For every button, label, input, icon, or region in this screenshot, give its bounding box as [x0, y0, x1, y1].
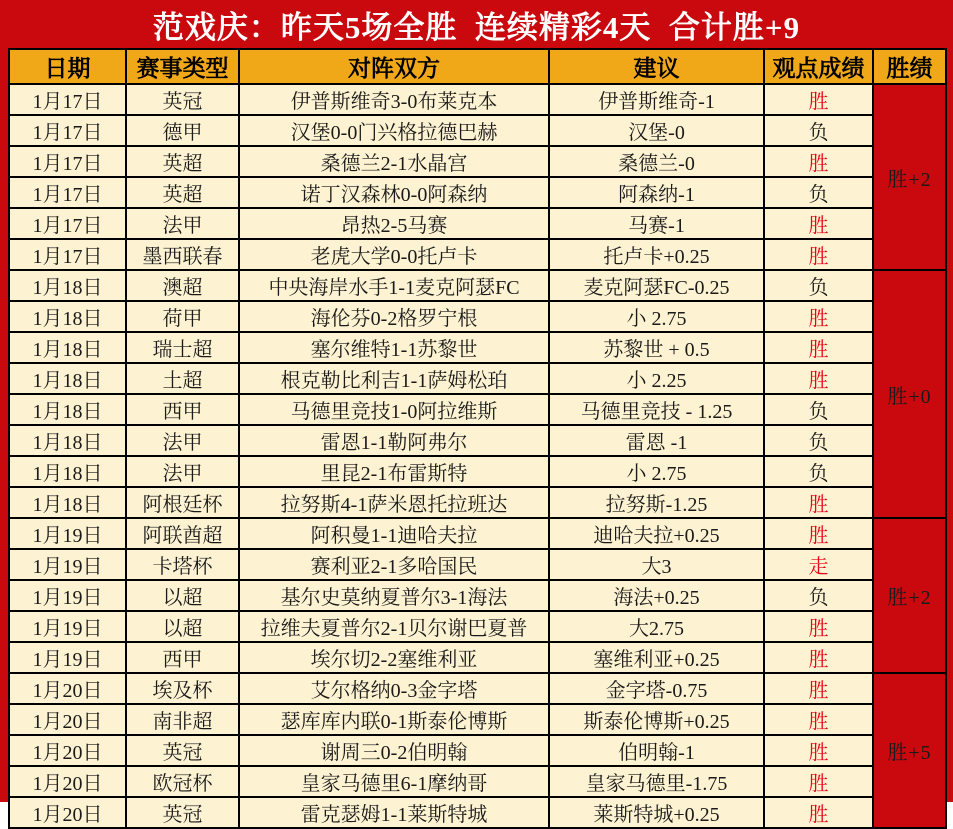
- suggestion-cell: 金字塔-0.75: [549, 673, 764, 704]
- suggestion-cell: 伯明翰-1: [549, 735, 764, 766]
- table-row: [9, 735, 946, 766]
- date-cell: 1月20日: [9, 735, 126, 766]
- match-cell: 谢周三0-2伯明翰: [239, 735, 549, 766]
- result-cell: 负: [764, 115, 873, 146]
- match-cell: 海伦芬0-2格罗宁根: [239, 301, 549, 332]
- streak-cell: 胜+2: [873, 518, 946, 673]
- league-cell: 英超: [126, 177, 239, 208]
- table-row: [9, 84, 946, 115]
- match-cell: 雷克瑟姆1-1莱斯特城: [239, 797, 549, 828]
- league-cell: 阿根廷杯: [126, 487, 239, 518]
- table-row: [9, 146, 946, 177]
- table-row: [9, 611, 946, 642]
- streak-cell: 胜+2: [873, 84, 946, 270]
- suggestion-cell: 皇家马德里-1.75: [549, 766, 764, 797]
- result-cell: 胜: [764, 84, 873, 115]
- date-cell: 1月17日: [9, 177, 126, 208]
- league-cell: 西甲: [126, 642, 239, 673]
- league-cell: 西甲: [126, 394, 239, 425]
- result-cell: 胜: [764, 487, 873, 518]
- match-cell: 阿积曼1-1迪哈夫拉: [239, 518, 549, 549]
- suggestion-cell: 大3: [549, 549, 764, 580]
- suggestion-cell: 汉堡-0: [549, 115, 764, 146]
- result-cell: 胜: [764, 239, 873, 270]
- date-cell: 1月20日: [9, 766, 126, 797]
- result-cell: 胜: [764, 766, 873, 797]
- header-match: 对阵双方: [239, 49, 549, 84]
- table-row: [9, 704, 946, 735]
- suggestion-cell: 马德里竞技 - 1.25: [549, 394, 764, 425]
- date-cell: 1月18日: [9, 394, 126, 425]
- league-cell: 英冠: [126, 735, 239, 766]
- result-cell: 胜: [764, 146, 873, 177]
- result-cell: 负: [764, 425, 873, 456]
- suggestion-cell: 海法+0.25: [549, 580, 764, 611]
- result-cell: 负: [764, 177, 873, 208]
- match-cell: 赛利亚2-1多哈国民: [239, 549, 549, 580]
- match-cell: 塞尔维特1-1苏黎世: [239, 332, 549, 363]
- table-row: [9, 456, 946, 487]
- table-row: [9, 363, 946, 394]
- match-cell: 昂热2-5马赛: [239, 208, 549, 239]
- league-cell: 土超: [126, 363, 239, 394]
- table-row: [9, 487, 946, 518]
- date-cell: 1月18日: [9, 363, 126, 394]
- table-row: [9, 301, 946, 332]
- date-cell: 1月18日: [9, 332, 126, 363]
- streak-cell: 胜+0: [873, 270, 946, 518]
- suggestion-cell: 小 2.25: [549, 363, 764, 394]
- league-cell: 以超: [126, 611, 239, 642]
- league-cell: 阿联酋超: [126, 518, 239, 549]
- match-cell: 基尔史莫纳夏普尔3-1海法: [239, 580, 549, 611]
- table-row: [9, 115, 946, 146]
- league-cell: 卡塔杯: [126, 549, 239, 580]
- date-cell: 1月20日: [9, 704, 126, 735]
- league-cell: 英超: [126, 146, 239, 177]
- league-cell: 英冠: [126, 797, 239, 828]
- date-cell: 1月18日: [9, 456, 126, 487]
- league-cell: 澳超: [126, 270, 239, 301]
- suggestion-cell: 托卢卡+0.25: [549, 239, 764, 270]
- suggestion-cell: 塞维利亚+0.25: [549, 642, 764, 673]
- suggestion-cell: 莱斯特城+0.25: [549, 797, 764, 828]
- date-cell: 1月17日: [9, 115, 126, 146]
- date-cell: 1月18日: [9, 425, 126, 456]
- match-cell: 埃尔切2-2塞维利亚: [239, 642, 549, 673]
- result-cell: 胜: [764, 301, 873, 332]
- result-cell: 胜: [764, 332, 873, 363]
- match-cell: 诺丁汉森林0-0阿森纳: [239, 177, 549, 208]
- table-row: [9, 673, 946, 704]
- match-cell: 瑟库库内联0-1斯泰伦博斯: [239, 704, 549, 735]
- suggestion-cell: 马赛-1: [549, 208, 764, 239]
- suggestion-cell: 苏黎世 + 0.5: [549, 332, 764, 363]
- league-cell: 德甲: [126, 115, 239, 146]
- date-cell: 1月19日: [9, 518, 126, 549]
- date-cell: 1月20日: [9, 673, 126, 704]
- results-table: [8, 48, 947, 829]
- result-cell: 胜: [764, 673, 873, 704]
- suggestion-cell: 麦克阿瑟FC-0.25: [549, 270, 764, 301]
- table-row: [9, 208, 946, 239]
- result-cell: 胜: [764, 642, 873, 673]
- suggestion-cell: 斯泰伦博斯+0.25: [549, 704, 764, 735]
- suggestion-cell: 雷恩 -1: [549, 425, 764, 456]
- table-row: [9, 642, 946, 673]
- table-row: [9, 766, 946, 797]
- league-cell: 南非超: [126, 704, 239, 735]
- header-date: 日期: [9, 49, 126, 84]
- result-cell: 胜: [764, 611, 873, 642]
- match-cell: 拉努斯4-1萨米恩托拉班达: [239, 487, 549, 518]
- banner-title: 范戏庆：昨天5场全胜 连续精彩4天 合计胜+9: [152, 9, 801, 45]
- suggestion-cell: 拉努斯-1.25: [549, 487, 764, 518]
- table-frame: [0, 48, 953, 829]
- match-cell: 皇家马德里6-1摩纳哥: [239, 766, 549, 797]
- match-cell: 伊普斯维奇3-0布莱克本: [239, 84, 549, 115]
- result-cell: 胜: [764, 735, 873, 766]
- result-cell: 负: [764, 270, 873, 301]
- table-row: [9, 425, 946, 456]
- result-cell: 走: [764, 549, 873, 580]
- suggestion-cell: 伊普斯维奇-1: [549, 84, 764, 115]
- result-cell: 胜: [764, 704, 873, 735]
- date-cell: 1月17日: [9, 208, 126, 239]
- match-cell: 里昆2-1布雷斯特: [239, 456, 549, 487]
- result-cell: 负: [764, 394, 873, 425]
- league-cell: 法甲: [126, 208, 239, 239]
- date-cell: 1月18日: [9, 270, 126, 301]
- result-cell: 负: [764, 456, 873, 487]
- date-cell: 1月17日: [9, 84, 126, 115]
- table-row: [9, 270, 946, 301]
- match-cell: 老虎大学0-0托卢卡: [239, 239, 549, 270]
- header-suggestion: 建议: [549, 49, 764, 84]
- match-cell: 中央海岸水手1-1麦克阿瑟FC: [239, 270, 549, 301]
- date-cell: 1月18日: [9, 487, 126, 518]
- suggestion-cell: 桑德兰-0: [549, 146, 764, 177]
- table-row: [9, 797, 946, 828]
- streak-cell: 胜+5: [873, 673, 946, 828]
- table-row: [9, 332, 946, 363]
- league-cell: 瑞士超: [126, 332, 239, 363]
- table-row: [9, 518, 946, 549]
- suggestion-cell: 小 2.75: [549, 301, 764, 332]
- date-cell: 1月19日: [9, 611, 126, 642]
- table-row: [9, 549, 946, 580]
- date-cell: 1月17日: [9, 146, 126, 177]
- result-cell: 负: [764, 580, 873, 611]
- suggestion-cell: 迪哈夫拉+0.25: [549, 518, 764, 549]
- table-row: [9, 394, 946, 425]
- match-cell: 拉维夫夏普尔2-1贝尔谢巴夏普: [239, 611, 549, 642]
- match-cell: 雷恩1-1勒阿弗尔: [239, 425, 549, 456]
- suggestion-cell: 大2.75: [549, 611, 764, 642]
- header-result: 观点成绩: [764, 49, 873, 84]
- date-cell: 1月19日: [9, 580, 126, 611]
- match-cell: 桑德兰2-1水晶宫: [239, 146, 549, 177]
- date-cell: 1月17日: [9, 239, 126, 270]
- date-cell: 1月20日: [9, 797, 126, 828]
- league-cell: 以超: [126, 580, 239, 611]
- suggestion-cell: 小 2.75: [549, 456, 764, 487]
- header-row: [9, 49, 946, 84]
- league-cell: 荷甲: [126, 301, 239, 332]
- result-cell: 胜: [764, 518, 873, 549]
- league-cell: 墨西联春: [126, 239, 239, 270]
- result-cell: 胜: [764, 208, 873, 239]
- league-cell: 法甲: [126, 425, 239, 456]
- result-cell: 胜: [764, 797, 873, 828]
- header-league: 赛事类型: [126, 49, 239, 84]
- suggestion-cell: 阿森纳-1: [549, 177, 764, 208]
- match-cell: 艾尔格纳0-3金字塔: [239, 673, 549, 704]
- league-cell: 埃及杯: [126, 673, 239, 704]
- date-cell: 1月19日: [9, 549, 126, 580]
- header-streak: 胜绩: [873, 49, 946, 84]
- match-cell: 汉堡0-0门兴格拉德巴赫: [239, 115, 549, 146]
- match-cell: 马德里竞技1-0阿拉维斯: [239, 394, 549, 425]
- match-cell: 根克勒比利吉1-1萨姆松珀: [239, 363, 549, 394]
- league-cell: 法甲: [126, 456, 239, 487]
- date-cell: 1月18日: [9, 301, 126, 332]
- league-cell: 欧冠杯: [126, 766, 239, 797]
- table-row: [9, 580, 946, 611]
- result-cell: 胜: [764, 363, 873, 394]
- table-row: [9, 239, 946, 270]
- date-cell: 1月19日: [9, 642, 126, 673]
- table-row: [9, 177, 946, 208]
- league-cell: 英冠: [126, 84, 239, 115]
